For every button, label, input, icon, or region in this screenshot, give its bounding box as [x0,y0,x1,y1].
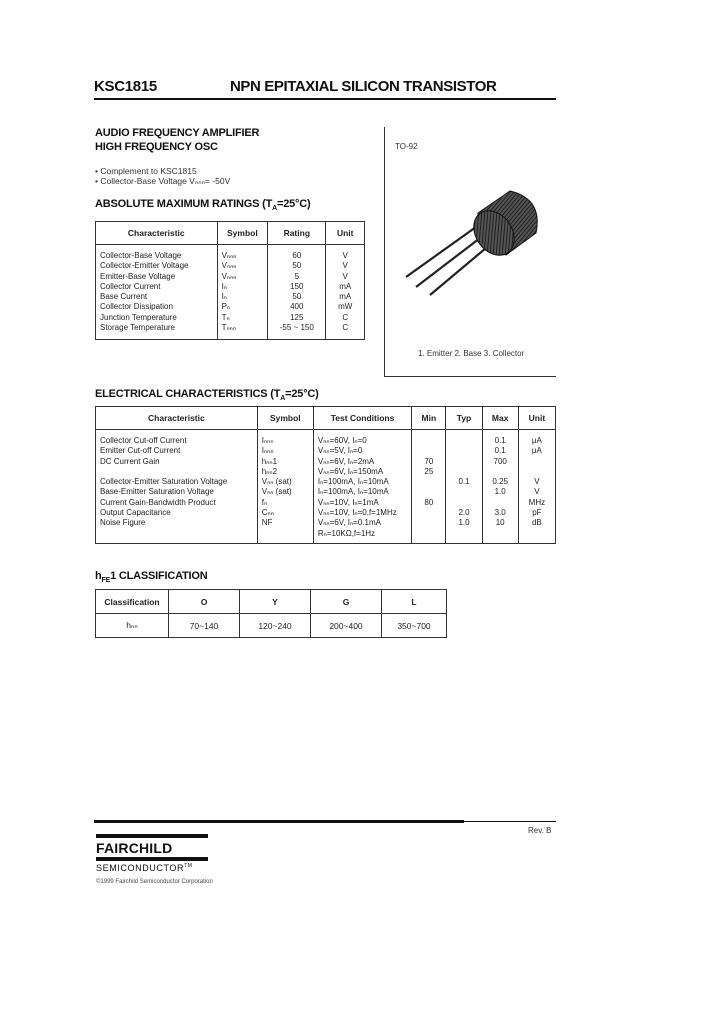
ec-typ-line-6 [446,498,481,508]
ec-characteristic-line-4: Collector-Emitter Saturation Voltage [100,477,228,487]
am-row-4-col-1: Iₙ [221,292,227,302]
ec-min-line-7 [412,508,445,518]
package-box-left [384,127,385,377]
ec-symbol-line-7: Cₙₙ [261,508,274,518]
ec-col-typ: Typ [446,407,482,430]
col-rating: Rating [268,222,326,245]
am-row-4-col-0: Base Current [100,292,148,302]
am-row-7-col-0: Storage Temperature [100,323,176,333]
am-row-0-col-3: V [342,251,348,260]
ec-max-line-4: 0.25 [492,477,508,487]
ec-characteristic-line-9 [100,529,257,539]
copyright: ©1999 Fairchild Semiconductor Corporation [96,879,213,885]
am-row-1-col-0: Collector-Emitter Voltage [100,261,189,271]
hfe-row-label: hₙₙ [96,614,169,638]
ec-min-line-8 [412,518,445,528]
ec-max-line-5: 1.0 [494,487,506,497]
am-row-7-col-1: Tₙₙₙ [221,323,237,333]
ec-max-line-6 [483,498,518,508]
ec-min-line-6: 80 [424,497,434,507]
ec-min-cell [412,430,446,544]
hfe-header-l: L [382,590,447,614]
ec-conditions-line-2: Vₙₙ=6V, Iₙ=2mA [317,456,375,466]
am-row-6-col-3: C [342,312,349,322]
am-row-0-col-2: 60 [292,251,302,260]
ec-conditions-line-1: Vₙₙ=5V, Iₙ=0 [317,446,363,456]
ec-unit-line-4: V [534,477,540,487]
am-row-7-col-2: -55 ~ 150 [279,323,314,333]
ec-characteristic-line-2: DC Current Gain [100,456,160,466]
ec-col-characteristic: Characteristic [96,407,258,430]
ec-min-line-2: 70 [424,456,434,466]
ec-symbol-line-0: Iₙₙₙ [261,436,274,445]
am-row-2-col-3: V [342,271,348,281]
application-line-1: AUDIO FREQUENCY AMPLIFIER [95,127,260,139]
hfe-range-y: 120~240 [240,614,311,638]
ec-max-cell [482,430,518,544]
am-row-2-col-1: Vₙₙₙ [221,271,237,281]
header-rule [94,98,556,100]
ec-typ-line-5 [446,487,481,497]
ec-max-line-9 [483,529,518,539]
ec-characteristic-line-0: Collector Cut-off Current [100,436,187,445]
hfe-header-label: Classification [96,590,169,614]
ec-characteristic-line-7: Output Capacitance [100,508,171,518]
ec-typ-line-1 [446,446,481,456]
hfe-range-g: 200~400 [311,614,382,638]
ec-unit-line-0: μA [531,436,542,445]
am-row-0-col-0: Collector-Base Voltage [100,251,182,260]
ec-min-line-9 [412,529,445,539]
ec-unit-line-7: pF [532,508,542,518]
footer-rule-thin [464,821,556,822]
am-row-3-col-3: mA [339,281,352,291]
ec-unit-line-9 [519,529,555,539]
abs-max-heading: ABSOLUTE MAXIMUM RATINGS $(T_A=25^\circ C)$ [95,198,311,213]
ec-conditions-line-0: Vₙₙ=60V, Iₙ=0 [317,436,367,445]
ec-conditions-line-5: Iₙ=100mA, Iₙ=10mA [317,487,389,497]
ec-symbol-line-5: Vₙₙ (sat) [261,487,292,497]
ec-unit-line-6: MHz [528,497,546,507]
ec-unit-cell [518,430,555,544]
feature-line-1: • Complement to KSC1815 [95,166,197,176]
am-row-6-col-1: Tₙ [221,312,230,322]
hfe-header-g: G [311,590,382,614]
ec-conditions-line-3: Vₙₙ=6V, Iₙ=150mA [317,466,384,476]
am-row-3-col-1: Iₙ [221,281,227,291]
ec-unit-line-5: V [534,487,540,497]
ec-max-line-3 [483,467,518,477]
hfe-classification-table [95,589,447,638]
col-symbol: Symbol [217,222,268,245]
col-unit: Unit [326,222,365,245]
ec-col-max: Max [482,407,518,430]
hfe-range-l: 350~700 [397,620,431,631]
ec-typ-line-4: 0.1 [458,477,470,487]
ec-symbol-line-8: NF [261,518,273,528]
ec-characteristic-line-3 [100,467,257,477]
document-title: NPN EPITAXIAL SILICON TRANSISTOR [230,78,497,95]
ec-typ-line-0 [446,436,481,446]
ec-unit-line-3 [519,467,555,477]
ec-characteristic-cell [96,430,258,544]
application-line-2: HIGH FREQUENCY OSC [95,141,218,153]
ec-typ-cell [446,430,482,544]
am-row-1-col-1: Vₙₙₙ [221,261,237,271]
am-row-5-col-1: Pₙ [221,302,231,312]
ec-conditions-line-7: Vₙₙ=10V, Iₙ=0,f=1MHz [317,508,397,518]
feature-line-2: • Collector-Base Voltage Vₙₙₙ= -50V [95,176,231,186]
fairchild-logo: FAIRCHILD SEMICONDUCTOR™ [96,834,208,873]
ec-conditions-line-4: Iₙ=100mA, Iₙ=10mA [317,477,389,487]
ec-symbol-line-1: Iₙₙₙ [261,446,274,456]
ec-typ-line-8: 1.0 [458,518,470,528]
ec-conditions-line-8: Vₙₙ=6V, Iₙ=0.1mA [317,518,381,528]
ec-unit-line-1: μA [531,446,542,456]
am-row-5-col-0: Collector Dissipation [100,302,173,312]
ec-symbol-line-6: fₙ [261,497,268,507]
ec-min-line-3: 25 [424,466,434,476]
am-row-4-col-3: mA [339,292,352,302]
elec-table [95,406,556,544]
ec-typ-line-2 [446,457,481,467]
abs-max-table [95,221,365,340]
am-row-5-col-2: 400 [290,302,304,312]
am-row-2-col-2: 5 [294,271,300,281]
ec-col-symbol: Symbol [257,407,313,430]
ec-characteristic-line-8: Noise Figure [100,518,146,528]
am-row-1-col-2: 50 [292,261,302,271]
am-symbol-cell [217,245,268,340]
ec-max-line-2: 700 [493,456,507,466]
ec-unit-line-2 [519,457,555,467]
hfe-header-o: O [169,590,240,614]
elec-heading: ELECTRICAL CHARACTERISTICS $(T_A=25^\circ C)$ [95,388,319,403]
footer-rule-thick [94,820,464,823]
am-row-7-col-3: C [342,323,349,333]
package-pinout: 1. Emitter 2. Base 3. Collector [418,349,525,358]
ec-symbol-line-3: hₙₙ2 [261,466,278,476]
am-row-5-col-3: mW [338,302,353,312]
am-row-2-col-0: Emitter-Base Voltage [100,271,176,281]
ec-col-conditions: Test Conditions [313,407,411,430]
ec-min-line-4 [412,477,445,487]
to92-package-icon [398,185,548,300]
part-number: KSC1815 [94,78,157,95]
col-characteristic: Characteristic [96,222,218,245]
am-row-3-col-0: Collector Current [100,281,161,291]
revision-label: Rev. B [528,826,552,835]
ec-characteristic-line-1: Emitter Cut-off Current [100,446,181,456]
ec-min-line-0 [412,436,445,446]
ec-unit-line-8: dB [531,518,542,528]
ec-min-line-5 [412,487,445,497]
ec-typ-line-7: 2.0 [458,508,470,518]
am-rating-cell [268,245,326,340]
am-row-1-col-3: V [342,261,348,271]
hfe-range-o: 70~140 [169,614,240,638]
ec-symbol-line-4: Vₙₙ (sat) [261,477,292,487]
ec-min-line-1 [412,446,445,456]
am-row-3-col-2: 150 [290,281,304,291]
am-characteristic-cell [96,245,218,340]
ec-max-line-8: 10 [495,518,505,528]
ec-symbol-line-9 [262,529,313,539]
hfe-header-y: Y [240,590,311,614]
ec-max-line-1: 0.1 [494,446,506,456]
package-name: TO-92 [395,142,418,151]
hfe-heading: $h_{FE}1$ CLASSIFICATION [95,570,208,585]
ec-conditions-cell [313,430,411,544]
ec-symbol-line-2: hₙₙ1 [261,456,278,466]
package-box-bottom [384,376,556,377]
ec-max-line-0: 0.1 [494,436,506,445]
ec-col-unit: Unit [518,407,555,430]
am-row-0-col-1: Vₙₙₙ [221,251,237,260]
am-row-4-col-2: 50 [292,292,302,302]
ec-conditions-line-9: Rₙ=10KΩ,f=1Hz [317,528,376,538]
am-row-6-col-0: Junction Temperature [100,312,177,322]
am-unit-cell [326,245,365,340]
ec-characteristic-line-5: Base-Emitter Saturation Voltage [100,487,214,497]
ec-max-line-7: 3.0 [494,508,506,518]
ec-conditions-line-6: Vₙₙ=10V, Iₙ=1mA [317,497,379,507]
ec-typ-line-9 [446,529,481,539]
ec-symbol-cell [257,430,313,544]
ec-characteristic-line-6: Current Gain-Bandwidth Product [100,497,216,507]
ec-col-min: Min [412,407,446,430]
ec-typ-line-3 [446,467,481,477]
am-row-6-col-2: 125 [290,312,304,322]
